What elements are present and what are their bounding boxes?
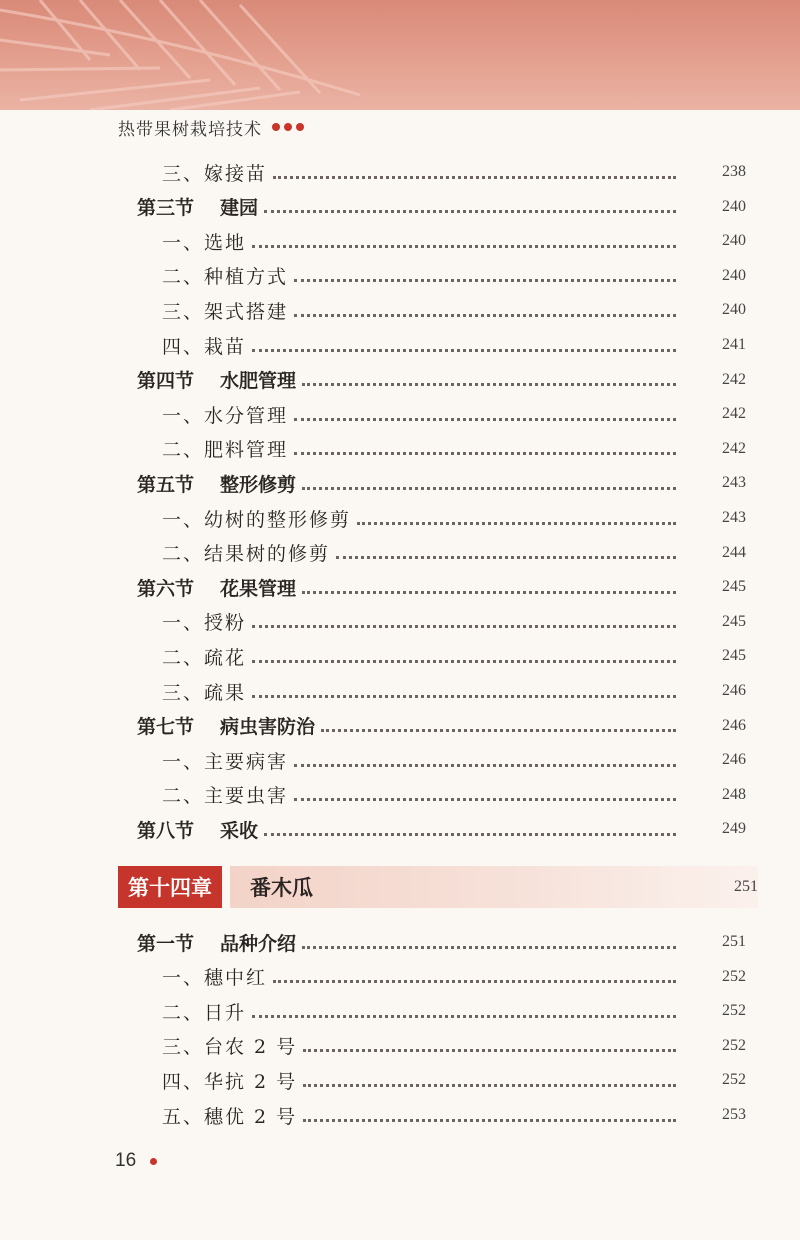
toc-item-row[interactable]	[0, 155, 800, 189]
toc-page-number: 253	[722, 1106, 746, 1123]
toc-item-label: 二、日升	[162, 1001, 247, 1024]
toc-item-row[interactable]	[0, 674, 800, 708]
toc-item-label: 三、嫁接苗	[162, 162, 268, 185]
toc-item-label: 五、穗优 2 号	[162, 1105, 298, 1128]
toc-section-row[interactable]	[0, 466, 800, 500]
section-title: 水肥管理	[220, 370, 297, 393]
toc-item-row[interactable]	[0, 1098, 800, 1132]
toc-section-row[interactable]	[0, 363, 800, 397]
toc-section-label	[0, 470, 296, 497]
palm-leaf-decoration	[0, 0, 800, 110]
dot-leader	[252, 623, 676, 628]
dot-leader	[294, 277, 676, 282]
toc-item-row[interactable]	[0, 1063, 800, 1097]
toc-page-number: 249	[722, 820, 746, 838]
page-number: 16	[115, 1150, 137, 1171]
toc-page-number: 246	[722, 751, 746, 769]
toc-page-number: 240	[722, 301, 746, 319]
dot-leader	[302, 944, 676, 949]
toc-item-label: 一、水分管理	[162, 404, 289, 427]
toc-item-label: 四、栽苗	[162, 335, 247, 358]
page-footer	[115, 1150, 157, 1172]
toc-section-label	[0, 929, 296, 956]
toc-page-number: 243	[722, 509, 746, 526]
toc-item-row[interactable]	[0, 1029, 800, 1063]
toc-section-label	[0, 712, 315, 739]
dot-leader	[336, 554, 676, 559]
toc-page-number: 242	[722, 439, 746, 457]
dot-leader	[321, 727, 676, 732]
dot-leader	[303, 1117, 676, 1122]
dot-leader	[273, 174, 676, 179]
toc-page-number: 240	[722, 197, 746, 215]
toc-section-label	[0, 193, 258, 220]
header-banner	[0, 0, 800, 110]
dot-leader	[294, 450, 676, 455]
toc-item-label: 一、幼树的整形修剪	[162, 508, 352, 531]
dot-leader	[252, 658, 676, 663]
toc-page-number: 252	[722, 1071, 746, 1089]
toc-item-label: 三、疏果	[162, 681, 247, 704]
toc-item-row[interactable]	[0, 960, 800, 994]
toc-section-row[interactable]	[0, 190, 800, 224]
dot-leader	[294, 796, 676, 801]
dot-icon	[284, 123, 292, 131]
toc-item-row[interactable]	[0, 501, 800, 535]
section-title: 花果管理	[220, 577, 297, 600]
toc-item-label: 一、主要病害	[162, 750, 289, 773]
toc-page-number: 240	[722, 232, 746, 250]
chapter-title-bar	[230, 866, 758, 908]
toc-page-number: 242	[722, 370, 746, 388]
toc-item-row[interactable]	[0, 224, 800, 258]
section-number: 第四节	[137, 370, 195, 393]
toc-item-label: 二、主要虫害	[162, 785, 289, 808]
dot-leader	[303, 1082, 676, 1087]
toc-page-number: 252	[722, 1036, 746, 1054]
toc-page-number: 245	[722, 578, 746, 596]
dot-icon	[150, 1158, 157, 1165]
toc-item-row[interactable]	[0, 994, 800, 1028]
toc-section-row[interactable]	[0, 925, 800, 959]
toc-page-number: 251	[722, 933, 746, 950]
section-number: 第七节	[137, 716, 195, 739]
dot-leader	[252, 693, 676, 698]
chapter-page: 251	[734, 878, 758, 895]
toc-section-label	[0, 574, 296, 601]
toc-page-number: 241	[722, 336, 746, 353]
toc-item-label: 二、肥料管理	[162, 439, 289, 462]
toc-item-row[interactable]	[0, 397, 800, 431]
section-title: 建园	[220, 197, 259, 220]
toc-page-number: 243	[722, 474, 746, 492]
chapter-title: 番木瓜	[250, 876, 313, 900]
toc-item-row[interactable]	[0, 778, 800, 812]
toc-item-label: 二、种植方式	[162, 266, 289, 289]
dot-leader	[302, 589, 676, 594]
dot-leader	[303, 1047, 676, 1052]
header-dots	[272, 123, 308, 131]
toc-page-number: 244	[722, 543, 746, 561]
toc-section-row[interactable]	[0, 812, 800, 846]
toc-section-label	[0, 816, 258, 843]
toc-item-label: 四、华抗 2 号	[162, 1070, 298, 1093]
toc-page-number: 240	[722, 266, 746, 284]
section-number: 第三节	[137, 197, 195, 220]
dot-leader	[252, 1013, 676, 1018]
dot-leader	[357, 520, 676, 525]
toc-item-label: 三、台农 2 号	[162, 1036, 298, 1059]
section-number: 第八节	[137, 819, 195, 842]
toc-item-label: 三、架式搭建	[162, 300, 289, 323]
dot-icon	[296, 123, 304, 131]
toc-item-row[interactable]	[0, 259, 800, 293]
toc-section-row[interactable]	[0, 709, 800, 743]
running-header	[118, 116, 308, 138]
toc-section-label	[0, 366, 296, 393]
toc-item-row[interactable]	[0, 743, 800, 777]
toc-item-row[interactable]	[0, 536, 800, 570]
toc-page-number: 245	[722, 612, 746, 630]
toc-item-row[interactable]	[0, 432, 800, 466]
toc-page-number: 242	[722, 405, 746, 423]
toc-section-row[interactable]	[0, 570, 800, 604]
toc-item-label: 二、结果树的修剪	[162, 543, 331, 566]
toc-item-label: 一、选地	[162, 231, 247, 254]
section-title: 整形修剪	[220, 473, 297, 496]
dot-leader	[302, 485, 676, 490]
section-number: 第五节	[137, 473, 195, 496]
toc-page-number: 245	[722, 647, 746, 665]
toc-page-number: 246	[722, 716, 746, 734]
toc-item-row[interactable]	[0, 605, 800, 639]
toc-page-number: 246	[722, 682, 746, 699]
dot-leader	[273, 978, 676, 983]
toc-item-label: 一、穗中红	[162, 967, 268, 990]
toc-item-row[interactable]	[0, 328, 800, 362]
toc-item-label: 一、授粉	[162, 612, 247, 635]
toc-page-number: 238	[722, 163, 746, 180]
section-number: 第一节	[137, 932, 195, 955]
section-number: 第六节	[137, 577, 195, 600]
dot-leader	[302, 381, 676, 386]
toc-page-number: 252	[722, 1002, 746, 1020]
toc-page-number: 248	[722, 785, 746, 803]
dot-leader	[294, 762, 676, 767]
dot-leader	[252, 347, 676, 352]
toc-page-number: 252	[722, 967, 746, 985]
book-title: 热带果树栽培技术	[118, 119, 262, 140]
section-title: 病虫害防治	[220, 716, 316, 739]
dot-leader	[294, 416, 676, 421]
dot-leader	[264, 208, 676, 213]
section-title: 品种介绍	[220, 932, 297, 955]
dot-leader	[294, 312, 676, 317]
dot-icon	[272, 123, 280, 131]
toc-item-label: 二、疏花	[162, 646, 247, 669]
toc-item-row[interactable]	[0, 639, 800, 673]
chapter-number-badge: 第十四章	[118, 866, 222, 908]
section-title: 采收	[220, 819, 259, 842]
dot-leader	[252, 243, 676, 248]
toc-item-row[interactable]	[0, 293, 800, 327]
chapter-heading[interactable]	[118, 866, 758, 908]
dot-leader	[264, 831, 676, 836]
